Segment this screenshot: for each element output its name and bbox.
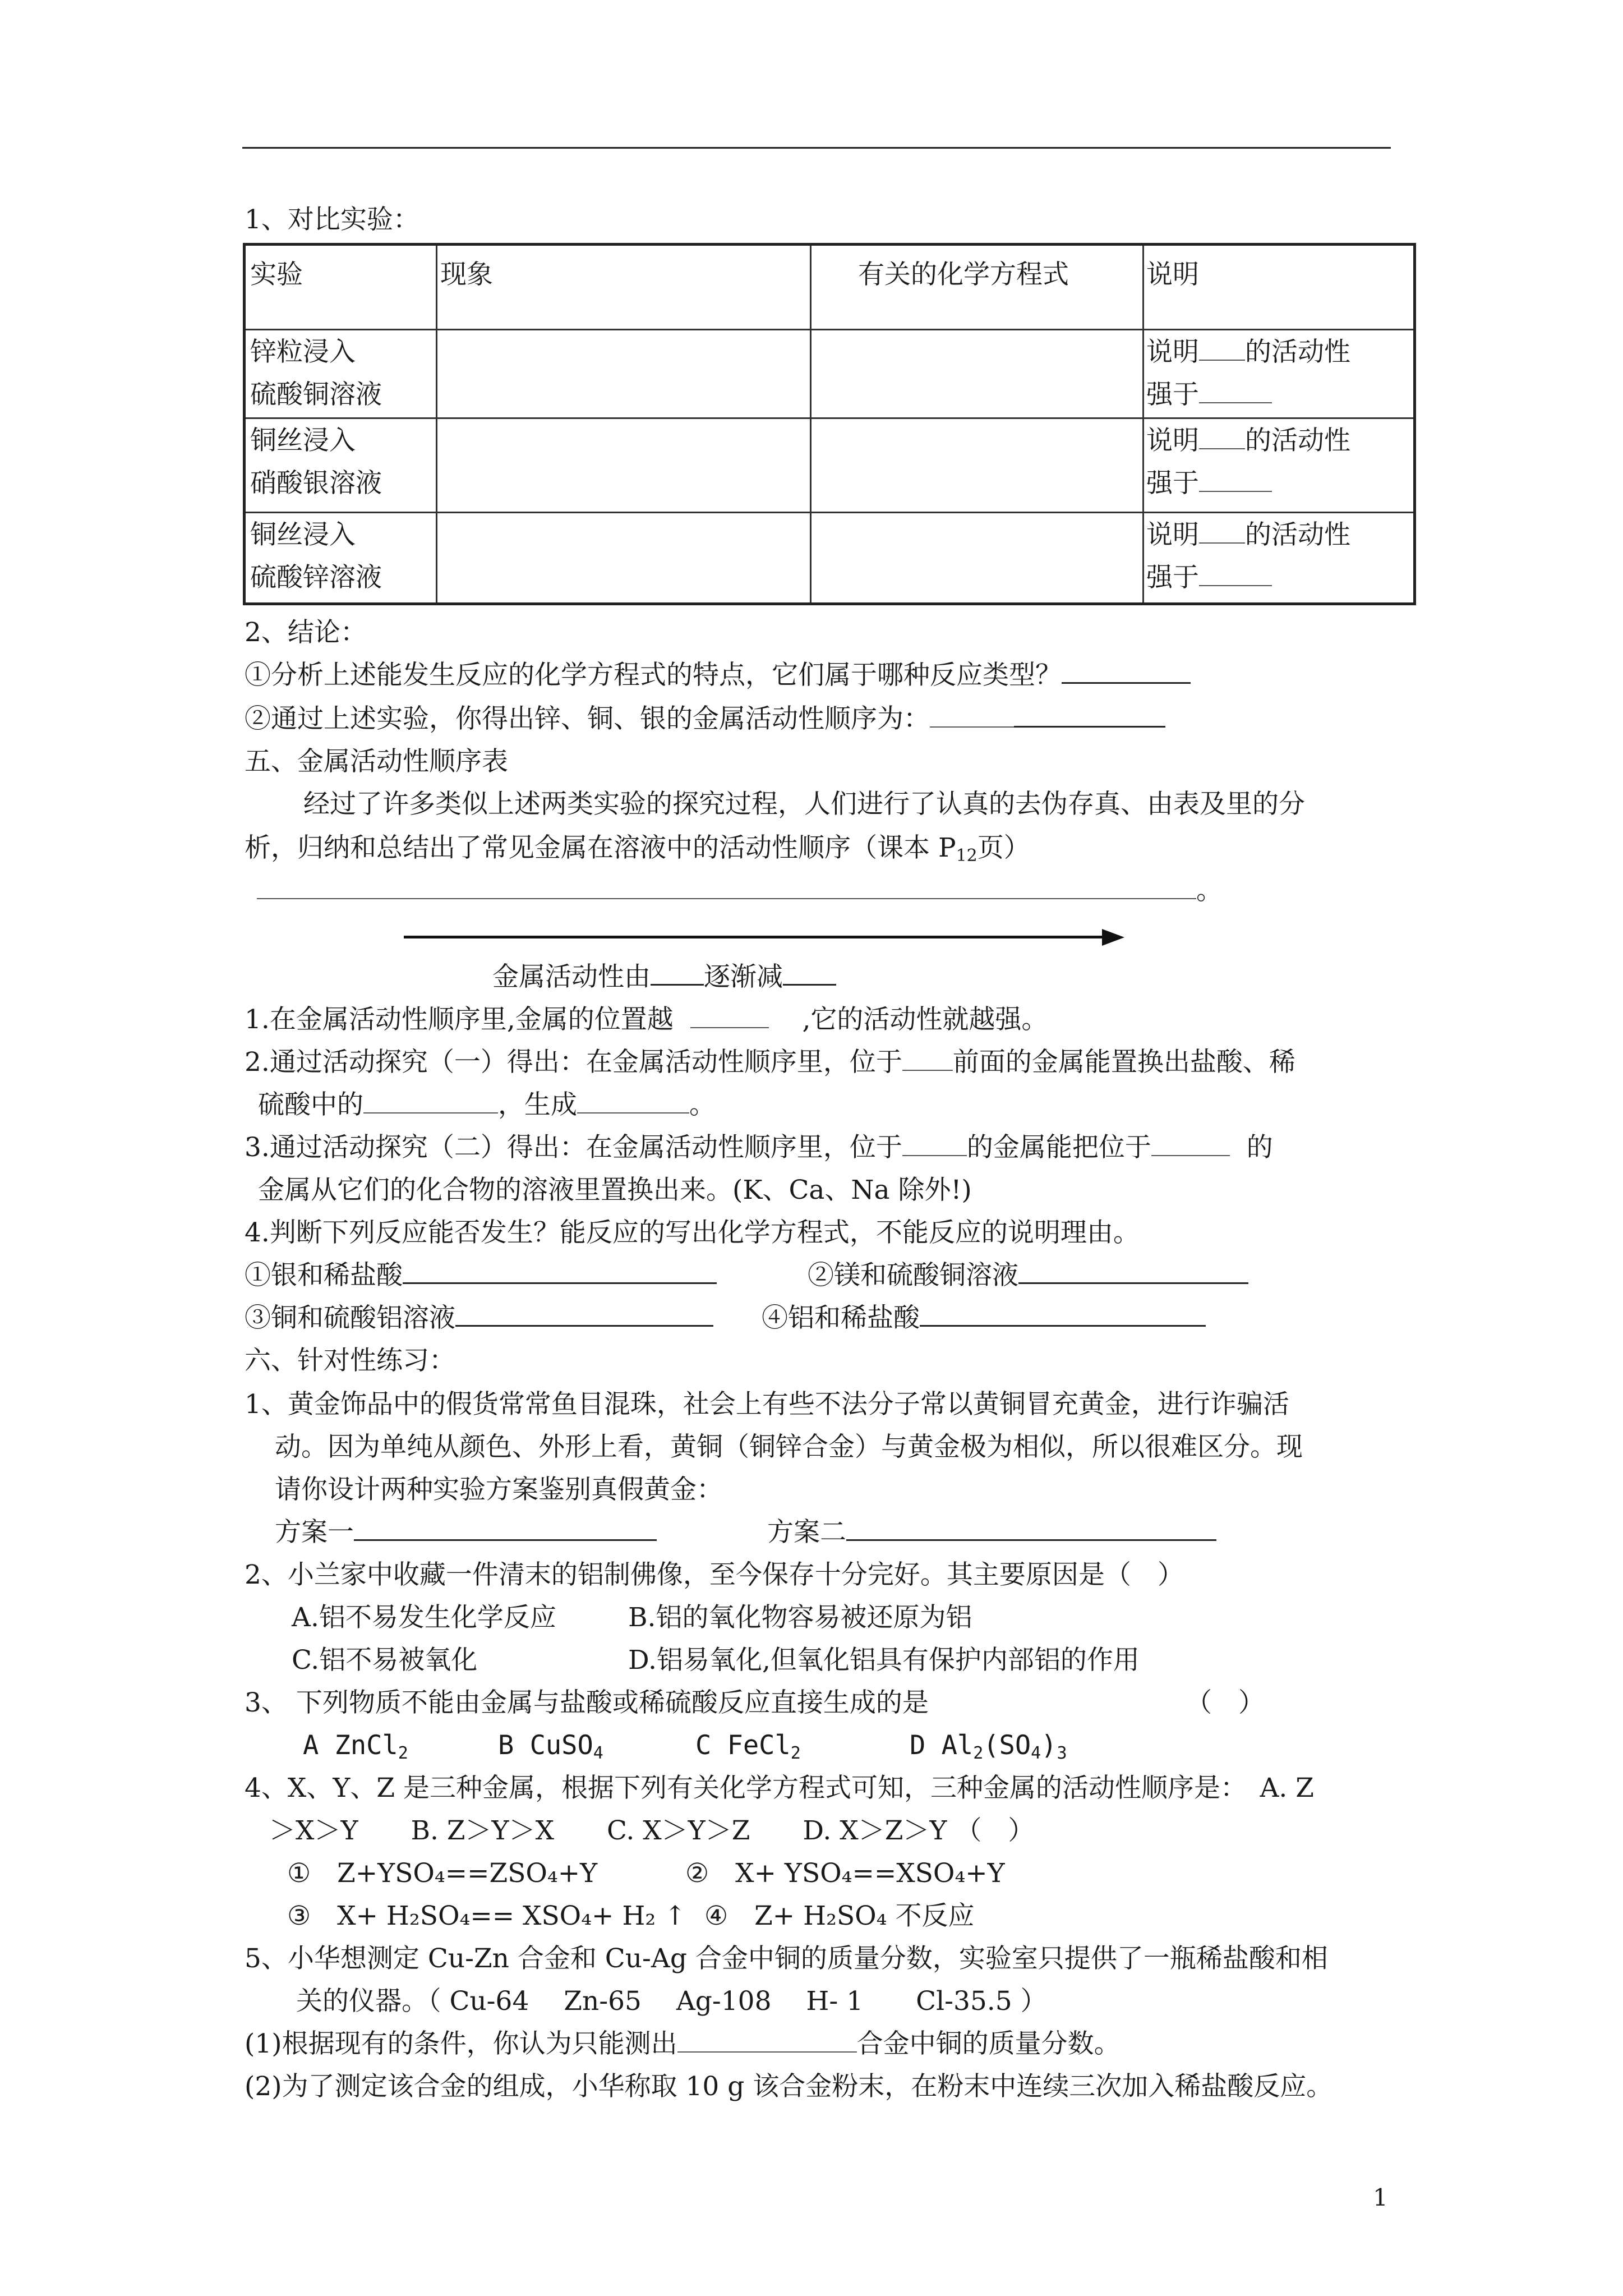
- arrow-caption: 金属活动性由 逐渐减: [492, 960, 836, 994]
- paragraph-line-1: 经过了许多类似上述两类实验的探究过程，人们进行了认真的去伪存真、由表及里的分: [303, 789, 1305, 820]
- exercise-1-line2: 动。因为单纯从颜色、外形上看，黄铜（铜锌合金）与黄金极为相似，所以很难区分。现: [275, 1432, 1303, 1462]
- question-4: 4.判断下列反应能否发生？能反应的写出化学方程式，不能反应的说明理由。: [245, 1217, 1140, 1248]
- equation-2: ② X+ YSO₄==XSO₄+Y: [685, 1858, 1005, 1889]
- exercise-4-line2: ＞X＞Y B. Z＞Y＞X C. X＞Y＞Z D. X＞Z＞Y （ ）: [269, 1815, 1035, 1846]
- table-row-3-exp-line2: 硫酸锌溶液: [250, 562, 382, 593]
- exercise-1-line1: 1、黄金饰品中的假货常常鱼目混珠，社会上有些不法分子常以黄铜冒充黄金，进行诈骗活: [245, 1389, 1289, 1420]
- page-number: 1: [1373, 2184, 1388, 2211]
- table-row-1-note-line1: 说明 的活动性: [1146, 337, 1350, 367]
- equation-1: ① Z+YSO₄==ZSO₄+Y: [287, 1858, 598, 1889]
- reaction-4: ④铝和稀盐酸: [762, 1301, 1206, 1335]
- conclusion-2: ②通过上述实验，你得出锌、铜、银的金属活动性顺序为：: [245, 702, 1165, 736]
- plan-1: 方案一: [275, 1516, 657, 1549]
- activity-arrow: [404, 936, 1116, 938]
- table-row-1-note-line2: 强于: [1146, 374, 1272, 416]
- question-2-line1: 2.通过活动探究（一）得出：在金属活动性顺序里，位于 前面的金属能置换出盐酸、稀: [245, 1047, 1295, 1078]
- table-row-3-exp-line1: 铜丝浸入: [250, 519, 356, 550]
- table-row-1-exp-line1: 锌粒浸入: [250, 337, 356, 367]
- table-row-3-note-line2: 强于: [1146, 556, 1272, 599]
- activity-series-blank: 。: [257, 874, 1223, 908]
- exercise-5-line1: 5、小华想测定 Cu-Zn 合金和 Cu-Ag 合金中铜的质量分数，实验室只提供了一瓶稀盐酸和相: [245, 1943, 1328, 1974]
- section-2-title: 2、结论：: [245, 617, 367, 648]
- exercise-5-part-2: (2)为了测定该合金的组成，小华称取 10 g 该合金粉末，在粉末中连续三次加入稀盐酸反应。: [245, 2071, 1333, 2102]
- exercise-1-line3: 请你设计两种实验方案鉴别真假黄金：: [275, 1474, 723, 1505]
- paragraph-line-2: 析，归纳和总结出了常见金属在溶液中的活动性顺序（课本 $P_{12}$页）: [245, 832, 1030, 866]
- exercise-3-option-b: B CuSO$_4$: [498, 1730, 603, 1763]
- section-1-title: 1、对比实验：: [245, 204, 419, 235]
- exercise-5-line2: 关的仪器。（ Cu-64 Zn-65 Ag-108 H- 1 Cl-35.5 ）: [296, 1986, 1047, 2017]
- exercise-3: 3、 下列物质不能由金属与盐酸或稀硫酸反应直接生成的是: [245, 1687, 929, 1718]
- exercise-2-option-b: B.铝的氧化物容易被还原为铝: [628, 1602, 972, 1633]
- table-row-2-exp-line1: 铜丝浸入: [250, 425, 356, 456]
- section-5-title: 五、金属活动性顺序表: [245, 746, 508, 777]
- table-row-2-exp-line2: 硝酸银溶液: [250, 468, 382, 499]
- question-1: 1.在金属活动性顺序里,金属的位置越 ,它的活动性就越强。: [245, 1004, 1048, 1035]
- arrow-head-icon: [1102, 929, 1124, 946]
- table-row-2-note-line2: 强于: [1146, 462, 1272, 505]
- table-row-1-exp-line2: 硫酸铜溶液: [250, 379, 382, 410]
- exercise-3-option-c: C FeCl$_2$: [695, 1730, 801, 1763]
- table-row-2-note-line1: 说明 的活动性: [1146, 425, 1350, 456]
- conclusion-1: ①分析上述能发生反应的化学方程式的特点，它们属于哪种反应类型？: [245, 659, 1191, 692]
- exercise-2: 2、小兰家中收藏一件清末的铝制佛像，至今保存十分完好。其主要原因是（ ）: [245, 1559, 1184, 1590]
- equation-4: ④ Z+ H₂SO₄ 不反应: [704, 1901, 975, 1931]
- exercise-2-option-a: A.铝不易发生化学反应: [292, 1602, 556, 1633]
- exercise-4-line1: 4、X、Y、Z 是三种金属，根据下列有关化学方程式可知，三种金属的活动性顺序是： A. Z: [245, 1773, 1314, 1803]
- question-3-line1: 3.通过活动探究（二）得出：在金属活动性顺序里，位于 的金属能把位于 的: [245, 1132, 1273, 1163]
- reaction-3: ③铜和硫酸铝溶液: [245, 1301, 713, 1335]
- exercise-2-option-d: D.铝易氧化,但氧化铝具有保护内部铝的作用: [628, 1645, 1140, 1676]
- table-header-equation: 有关的化学方程式: [858, 259, 1069, 290]
- equation-3: ③ X+ H₂SO₄== XSO₄+ H₂ ↑: [287, 1901, 686, 1931]
- comparison-table: [243, 243, 1416, 605]
- question-3-line2: 金属从它们的化合物的溶液里置换出来。(K、Ca、Na 除外!): [258, 1175, 972, 1205]
- section-6-title: 六、针对性练习：: [245, 1345, 455, 1376]
- exercise-2-option-c: C.铝不易被氧化: [292, 1645, 478, 1676]
- exercise-3-option-a: A ZnCl$_2$: [303, 1730, 408, 1763]
- question-2-line2: 硫酸中的 ，生成 。: [258, 1089, 716, 1120]
- header-rule: [242, 147, 1391, 149]
- table-header-phenomenon: 现象: [440, 259, 493, 290]
- exercise-3-paren: （ ）: [1186, 1687, 1265, 1718]
- table-header-note: 说明: [1146, 259, 1199, 290]
- reaction-2: ②镁和硫酸铜溶液: [808, 1259, 1248, 1292]
- exercise-3-option-d: D $Al_2(SO_4)_3$: [910, 1730, 1067, 1763]
- exercise-5-part-1: (1)根据现有的条件，你认为只能测出 合金中铜的质量分数。: [245, 2028, 1121, 2059]
- reaction-1: ①银和稀盐酸: [245, 1259, 717, 1292]
- table-row-3-note-line1: 说明 的活动性: [1146, 519, 1350, 550]
- plan-2: 方案二: [767, 1516, 1216, 1549]
- table-header-experiment: 实验: [250, 259, 303, 290]
